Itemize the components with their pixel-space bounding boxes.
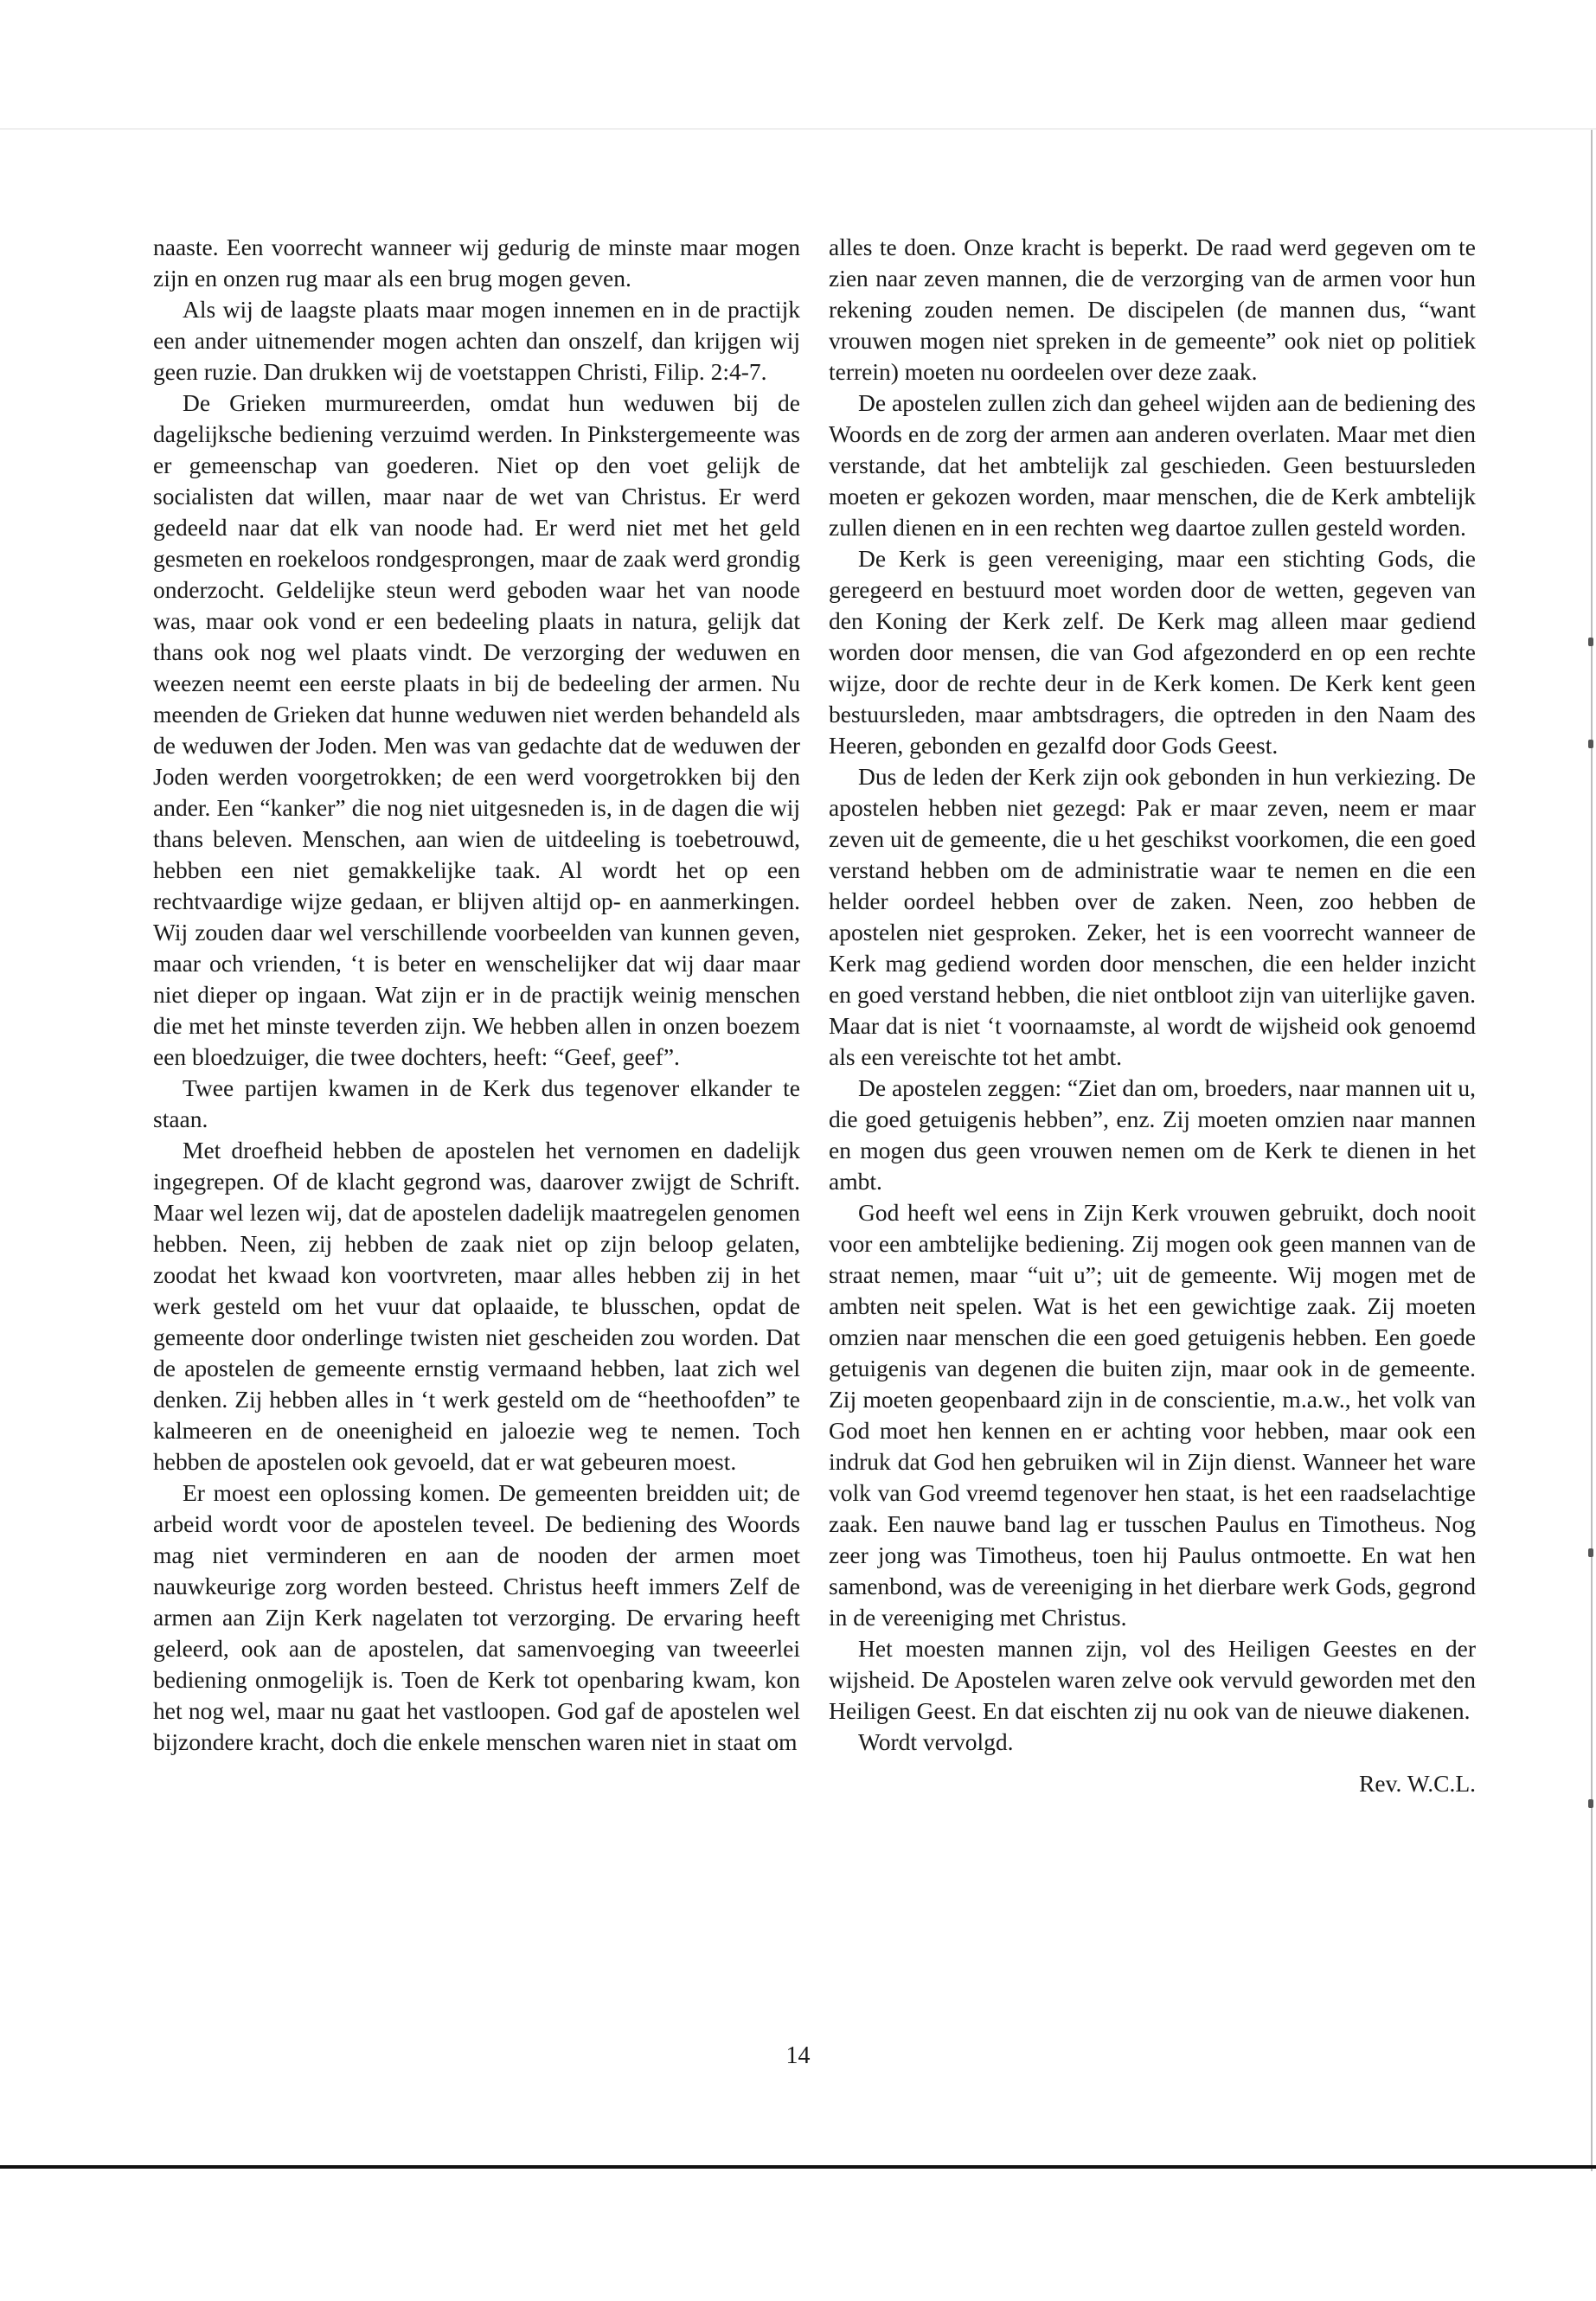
binding-mark — [1588, 740, 1593, 748]
paragraph: Er moest een oplossing komen. De gemeenten breidden uit; de arbeid wordt voor de apostelen teveel. De bediening des Woords mag niet verminderen en aan de nooden der armen moet nauwkeurige zorg worden besteed. Christus heeft immers Zelf de armen aan Zijn Kerk nagelaten tot verzorging. De ervaring heeft geleerd, ook aan de apostelen, dat samenvoeging van tweeerlei bediening onmogelijk is. Toen de Kerk tot openbaring kwam, kon het nog wel, maar nu gaat het vastloopen. God gaf de apostelen wel bijzondere kracht, doch die enkele menschen waren niet in staat om — [153, 1479, 800, 1755]
paragraph: Als wij de laagste plaats maar mogen innemen en in de practijk een ander uitnemender mogen achten dan onszelf, dan krijgen wij geen ruzie. Dan drukken wij de voetstappen Christi, Filip. 2:4-7. — [153, 296, 800, 385]
paragraph: De apostelen zeggen: “Ziet dan om, broeders, naar mannen uit u, die goed getuigenis hebben”, enz. Zij moeten omzien naar mannen en mogen dus geen vrouwen nemen om de Kerk te dienen in het ambt. — [829, 1074, 1476, 1195]
paragraph: Het moesten mannen zijn, vol des Heiligen Geestes en der wijsheid. De Apostelen waren zelve ook vervuld geworden met den Heiligen Geest. En dat eischten zij nu ook van de nieuwe diakenen. — [829, 1635, 1476, 1724]
paragraph: alles te doen. Onze kracht is beperkt. De raad werd gegeven om te zien naar zeven mannen, die de verzorging van de armen voor hun rekening zouden nemen. De discipelen (de mannen dus, “want vrouwen mogen niet spreken in de gemeente” ook niet op politiek terrein) moeten nu oordeelen over deze zaak. — [829, 234, 1476, 385]
left-text-column — [153, 232, 800, 1758]
page-number: 14 — [785, 2042, 811, 2069]
binding-mark — [1588, 1548, 1593, 1557]
bottom-rule — [0, 2165, 1596, 2169]
binding-mark — [1588, 1799, 1593, 1808]
author-signature: Rev. W.C.L. — [1359, 1770, 1476, 1797]
paragraph: Met droefheid hebben de apostelen het vernomen en dadelijk ingegrepen. Of de klacht gegrond was, daarover zwijgt de Schrift. Maar wel lezen wij, dat de apostelen dadelijk maatregelen genomen hebben. Neen, zij hebben de zaak niet op zijn beloop gelaten, zoodat het kwaad kon voortvreten, maar alles hebben zij in het werk gesteld om het vuur dat oplaaide, te blusschen, opdat de gemeente door onderlinge twisten niet gescheiden zou worden. Dat de apostelen de gemeente ernstig vermaand hebben, laat zich wel denken. Zij hebben alles in ‘t werk gesteld om de “heethoofden” te kalmeeren en de oneenigheid en jaloezie weg te nemen. Toch hebben de apostelen ook gevoeld, dat er wat gebeuren moest. — [153, 1137, 800, 1475]
paragraph: God heeft wel eens in Zijn Kerk vrouwen gebruikt, doch nooit voor een ambtelijke bediening. Zij mogen ook geen mannen van de straat nemen, maar “uit u”; uit de gemeente. Wij mogen met de ambten neit spelen. Wat is het een gewichtige zaak. Zij moeten omzien naar menschen die een goed getuigenis hebben. Een goede getuigenis van degenen die buiten zijn, maar ook in de gemeente. Zij moeten geopenbaard zijn in de conscientie, m.a.w., het volk van God moet hen kennen en er achting voor hebben, maar ook een indruk dat God hen gebruiken wil in Zijn dienst. Wanneer het ware volk van God vreemd tegenover hen staat, is het een raadselachtige zaak. Een nauwe band lag er tusschen Paulus en Timotheus. Nog zeer jong was Timotheus, toen hij Paulus ontmoette. En wat hen samenbond, was de vereeniging in het dierbare werk Gods, gegrond in de vereeniging met Christus. — [829, 1199, 1476, 1631]
paragraph: Dus de leden der Kerk zijn ook gebonden in hun verkiezing. De apostelen hebben niet gezegd: Pak er maar zeven, neem er maar zeven uit de gemeente, die u het geschikst voorkomen, die een goed verstand hebben om de administratie waar te nemen en die een helder oordeel hebben over de zaken. Neen, zoo hebben de apostelen niet gesproken. Zeker, het is een voorrecht wanneer de Kerk mag gediend worden door menschen, die een helder inzicht en goed verstand hebben, die niet ontbloot zijn van uiterlijke gaven. Maar dat is niet ‘t voornaamste, al wordt de wijsheid ook genoemd als een vereischte tot het ambt. — [829, 763, 1476, 1070]
to-be-continued: Wordt vervolgd. — [858, 1728, 1014, 1755]
paragraph: Twee partijen kwamen in de Kerk dus tegenover elkander te staan. — [153, 1074, 800, 1132]
binding-mark — [1588, 638, 1593, 646]
right-text-column — [829, 232, 1476, 1799]
paragraph: naaste. Een voorrecht wanneer wij gedurig de minste maar mogen zijn en onzen rug maar als een brug mogen geven. — [153, 234, 800, 292]
page-right-edge — [1591, 130, 1593, 2171]
page-top-edge — [0, 128, 1596, 130]
paragraph: De Kerk is geen vereeniging, maar een stichting Gods, die geregeerd en bestuurd moet worden door de wetten, gegeven van den Koning der Kerk zelf. De Kerk mag alleen maar gediend worden door mensen, die van God afgezonderd en op een rechte wijze, door de rechte deur in de Kerk komen. De Kerk kent geen bestuursleden, maar ambtsdragers, die optreden in den Naam des Heeren, gebonden en gezalfd door Gods Geest. — [829, 545, 1476, 759]
paragraph: De apostelen zullen zich dan geheel wijden aan de bediening des Woords en de zorg der armen aan anderen overlaten. Maar met dien verstande, dat het ambtelijk zal geschieden. Geen bestuursleden moeten er gekozen worden, maar menschen, die de Kerk ambtelijk zullen dienen en in een rechten weg daartoe zullen gesteld worden. — [829, 389, 1476, 541]
paragraph: De Grieken murmureerden, omdat hun weduwen bij de dagelijksche bediening verzuimd werden. In Pinkstergemeente was er gemeenschap van goederen. Niet op den voet gelijk de socialisten dat willen, maar naar de wet van Christus. Er werd gedeeld naar dat elk van noode had. Er werd niet met het geld gesmeten en roekeloos rondgesprongen, maar de zaak werd grondig onderzocht. Geldelijke steun werd geboden waar het van noode was, maar ook vond er een bedeeling plaats in natura, gelijk dat thans ook nog wel plaats vindt. De verzorging der weduwen en weezen neemt een eerste plaats in bij de bedeeling der armen. Nu meenden de Grieken dat hunne weduwen niet werden behandeld als de weduwen der Joden. Men was van gedachte dat de weduwen der Joden werden voorgetrokken; de een werd voorgetrokken bij den ander. Een “kanker” die nog niet uitgesneden is, in de dagen die wij thans beleven. Menschen, aan wien de uitdeeling is toebetrouwd, hebben een niet gemakkelijke taak. Al wordt het op een rechtvaardige wijze gedaan, er blijven altijd op- en aanmerkingen. Wij zouden daar wel verschillende voorbeelden van kunnen geven, maar och vrienden, ‘t is beter en wenschelijker dat wij daar maar niet dieper op ingaan. Wat zijn er in de practijk weinig menschen die met het minste teverden zijn. We hebben allen in onzen boezem een bloedzuiger, die twee dochters, heeft: “Geef, geef”. — [153, 389, 800, 1070]
